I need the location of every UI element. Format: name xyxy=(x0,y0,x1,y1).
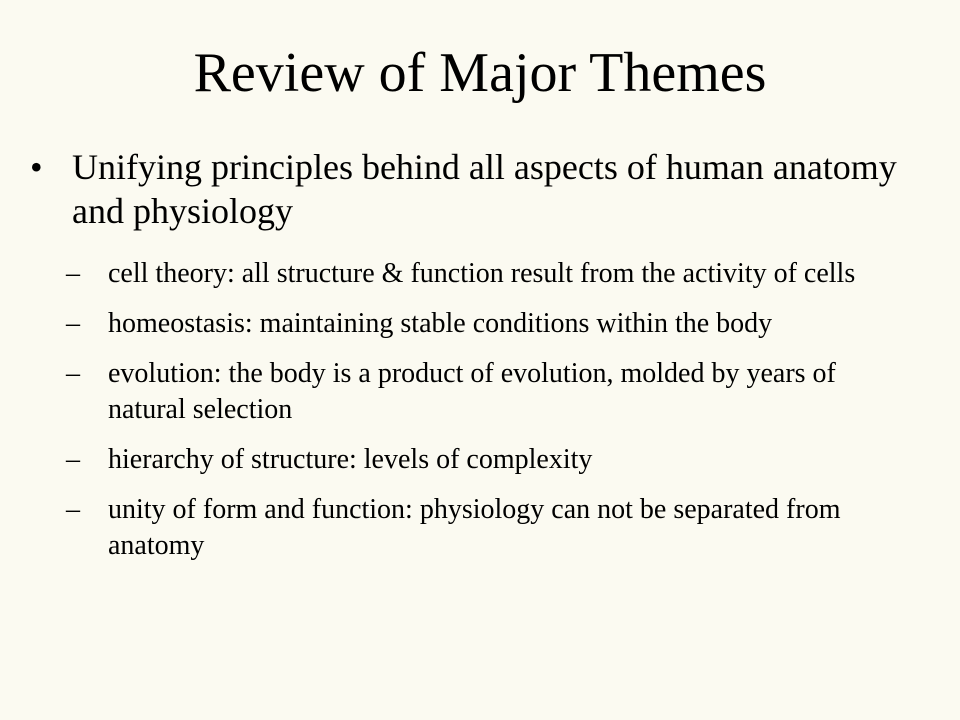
sub-bullet-text: cell theory: all structure & function result from the activity of cells xyxy=(108,258,856,289)
dash-marker: – xyxy=(66,444,80,475)
sub-bullet-homeostasis xyxy=(66,306,906,342)
main-bullet-text: Unifying principles behind all aspects of human anatomy and physiology xyxy=(72,147,897,231)
sub-bullet-text: evolution: the body is a product of evolution, molded by years of natural selection xyxy=(108,358,836,425)
dash-marker: – xyxy=(66,358,80,389)
sub-bullet-cell-theory xyxy=(66,256,906,292)
sub-bullet-text: unity of form and function: physiology can not be separated from anatomy xyxy=(108,494,841,561)
sub-bullet-form-function xyxy=(66,492,906,564)
dash-marker: – xyxy=(66,308,80,339)
bullet-marker: • xyxy=(30,147,43,187)
dash-marker: – xyxy=(66,258,80,289)
sub-bullet-text: homeostasis: maintaining stable conditions within the body xyxy=(108,308,773,339)
sub-bullet-list xyxy=(66,256,906,578)
slide-title: Review of Major Themes xyxy=(193,42,767,104)
main-bullet xyxy=(30,145,910,233)
sub-bullet-hierarchy xyxy=(66,442,906,478)
sub-bullet-text: hierarchy of structure: levels of complexity xyxy=(108,444,593,475)
dash-marker: – xyxy=(66,494,80,525)
sub-bullet-evolution xyxy=(66,356,906,428)
